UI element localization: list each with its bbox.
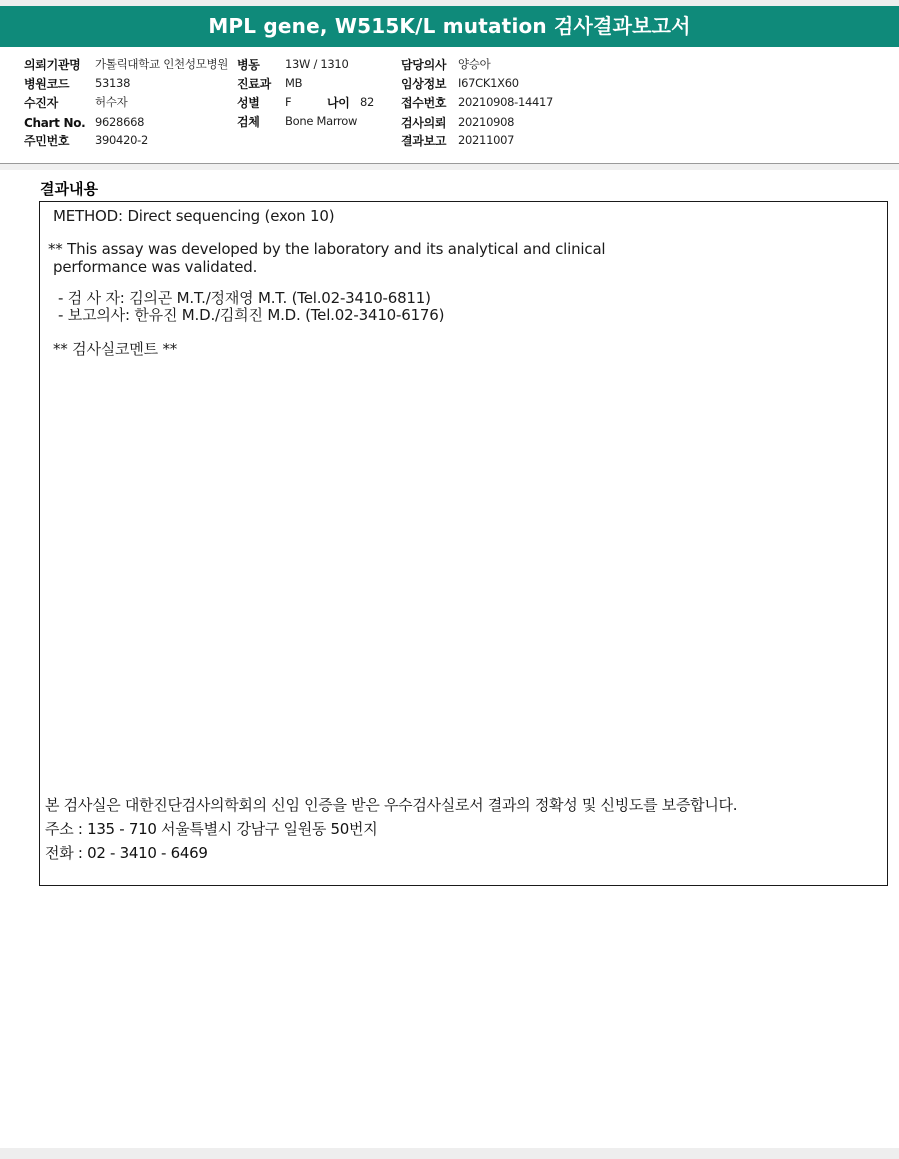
physician-value: 양승아 bbox=[458, 57, 491, 71]
ward-field bbox=[237, 55, 349, 73]
clinical-info-value: I67CK1X60 bbox=[458, 76, 519, 90]
recipient-field bbox=[24, 93, 128, 111]
assay-note-line-1: ** This assay was developed by the laboratory and its analytical and clinical bbox=[48, 240, 606, 258]
clinical-info-label: 임상정보 bbox=[401, 77, 447, 91]
results-section-title: 결과내용 bbox=[40, 180, 98, 198]
receipt-no-label: 접수번호 bbox=[401, 96, 447, 110]
bottom-strip bbox=[0, 1148, 899, 1159]
receipt-no-value: 20210908-14417 bbox=[458, 95, 554, 109]
address-line: 주소 : 135 - 710 서울특별시 강남구 일원동 50번지 bbox=[45, 820, 378, 838]
physician-label: 담당의사 bbox=[401, 58, 447, 72]
age-field bbox=[327, 93, 375, 111]
department-label: 진료과 bbox=[237, 77, 271, 91]
result-report-value: 20211007 bbox=[458, 133, 515, 147]
results-box bbox=[39, 201, 888, 886]
lab-comment-line: ** 검사실코멘트 ** bbox=[53, 340, 178, 358]
header-divider bbox=[0, 163, 899, 170]
clinical-info-field bbox=[401, 74, 519, 92]
age-label: 나이 bbox=[327, 96, 350, 110]
chart-no-field bbox=[24, 113, 145, 131]
chart-no-label: Chart No. bbox=[24, 116, 86, 130]
ward-label: 병동 bbox=[237, 58, 260, 72]
specimen-field bbox=[237, 112, 358, 130]
sex-label: 성별 bbox=[237, 96, 260, 110]
age-value: 82 bbox=[360, 95, 375, 109]
resident-no-value: 390420-2 bbox=[95, 133, 148, 147]
institution-value: 가톨릭대학교 인천성모병원 bbox=[95, 57, 229, 71]
sex-field bbox=[237, 93, 292, 111]
specimen-label: 검체 bbox=[237, 115, 260, 129]
method-line: METHOD: Direct sequencing (exon 10) bbox=[53, 207, 335, 225]
specimen-value: Bone Marrow bbox=[285, 114, 358, 128]
assay-note-line-2: performance was validated. bbox=[53, 258, 258, 276]
ward-value: 13W / 1310 bbox=[285, 57, 349, 71]
recipient-label: 수진자 bbox=[24, 96, 58, 110]
test-request-label: 검사의뢰 bbox=[401, 116, 447, 130]
test-request-field bbox=[401, 113, 515, 131]
patient-info-block bbox=[0, 47, 899, 165]
physician-field bbox=[401, 55, 491, 73]
receipt-no-field bbox=[401, 93, 554, 111]
result-report-field bbox=[401, 131, 515, 149]
phone-line: 전화 : 02 - 3410 - 6469 bbox=[45, 844, 208, 862]
department-field bbox=[237, 74, 303, 92]
test-request-value: 20210908 bbox=[458, 115, 515, 129]
certification-line: 본 검사실은 대한진단검사의학회의 신임 인증을 받은 우수검사실로서 결과의 정확성 및 신빙도를 보증합니다. bbox=[45, 796, 738, 814]
institution-label: 의뢰기관명 bbox=[24, 58, 81, 72]
reporting-doctor-line: - 보고의사: 한유진 M.D./김희진 M.D. (Tel.02-3410-6176) bbox=[58, 306, 445, 324]
examiner-line: - 검 사 자: 김의곤 M.T./정재영 M.T. (Tel.02-3410-6811) bbox=[58, 289, 431, 307]
institution-field bbox=[24, 55, 229, 73]
hospital-code-field bbox=[24, 74, 131, 92]
chart-no-value: 9628668 bbox=[95, 115, 145, 129]
sex-value: F bbox=[285, 95, 292, 109]
hospital-code-value: 53138 bbox=[95, 76, 131, 90]
department-value: MB bbox=[285, 76, 303, 90]
report-title: MPL gene, W515K/L mutation 검사결과보고서 bbox=[0, 6, 899, 47]
result-report-label: 결과보고 bbox=[401, 134, 447, 148]
resident-no-field bbox=[24, 131, 148, 149]
recipient-value: 허수자 bbox=[95, 95, 128, 109]
hospital-code-label: 병원코드 bbox=[24, 77, 70, 91]
resident-no-label: 주민번호 bbox=[24, 134, 70, 148]
